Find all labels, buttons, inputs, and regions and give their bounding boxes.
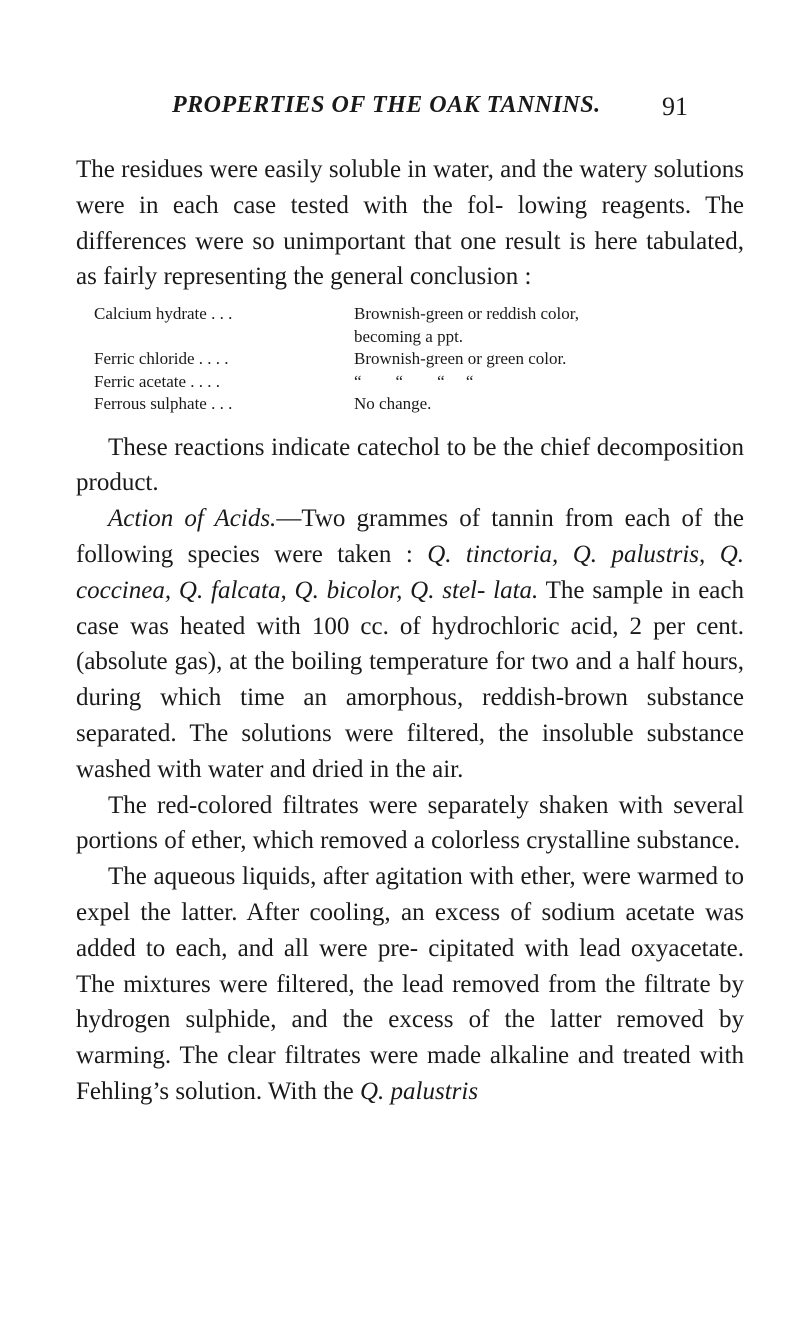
- species-name: Q. bicolor,: [294, 576, 403, 604]
- section-heading: Action of Acids.: [108, 505, 277, 533]
- paragraph-residues: The residues were easily soluble in water, and the watery solutions were in each case tested with the fol- lowing reagents. The differences were so unimportant that one result is here tabulated, as fairly representing the general conclusion :: [76, 156, 744, 291]
- species-name: Q. palustris: [359, 1078, 479, 1106]
- page-header: [0, 92, 800, 132]
- reagent-table: [94, 303, 744, 416]
- reagent-name: Ferric acetate . . . .: [94, 371, 221, 391]
- reagent-result: Brownish-green or reddish color,: [354, 304, 579, 324]
- reagent-name: Ferrous sulphate . . .: [94, 394, 233, 414]
- reagent-name: Calcium hydrate . . .: [94, 304, 233, 324]
- table-row: [94, 371, 744, 394]
- paragraph-red-filtrates: The red-colored filtrates were separately shaken with several portions of ether, which removed a colorless crystalline substance.: [76, 791, 744, 855]
- reagent-result: “ “ “ “: [354, 371, 474, 391]
- species-name: Q. stel- lata.: [410, 576, 539, 604]
- paragraph-aqueous-liquids: [76, 859, 744, 1110]
- species-name: Q. tinctoria,: [427, 541, 559, 569]
- species-name: Q. coccinea,: [76, 541, 744, 604]
- paragraph-action-of-acids: [76, 501, 744, 787]
- species-name: Q. palustris,: [572, 541, 706, 569]
- reagent-name: Ferric chloride . . . .: [94, 349, 229, 369]
- page-body: [76, 152, 744, 1110]
- running-head: PROPERTIES OF THE OAK TANNINS.: [172, 92, 601, 118]
- paragraph-text: The sample in each case was heated with 100 cc. of hydrochloric acid, 2 per cent. (absolute gas), at the boiling temperature for two and a half hours, during which time an amorphous, reddish-brown substance separated. The solutions were filtered, the insoluble substance washed with water and dried in the air.: [76, 576, 744, 783]
- reagent-result: Brownish-green or green color.: [354, 349, 567, 369]
- species-name: Q. falcata,: [178, 576, 287, 604]
- table-row: [94, 348, 744, 371]
- page-number: 91: [662, 92, 688, 121]
- table-row: [94, 393, 744, 416]
- paragraph-text: The aqueous liquids, after agitation with ether, were warmed to expel the latter. After cooling, an excess of sodium acetate was added to each, and all were pre- cipitated with lead oxyacetate. The mixtures were filtered, the lead removed from the filtrate by hydrogen sulphide, and the excess of the latter removed by warming. The clear filtrates were made alkaline and treated with Fehling’s solution. With the: [76, 863, 744, 1106]
- reagent-result-continuation: becoming a ppt.: [354, 326, 464, 346]
- table-row: [94, 303, 744, 326]
- paragraph-reactions: These reactions indicate catechol to be the chief decomposition product.: [76, 433, 744, 497]
- table-row-continuation: [94, 326, 744, 349]
- reagent-result: No change.: [354, 394, 432, 414]
- paragraph-text: —Two grammes of tannin from each of the following species were taken :: [76, 505, 744, 569]
